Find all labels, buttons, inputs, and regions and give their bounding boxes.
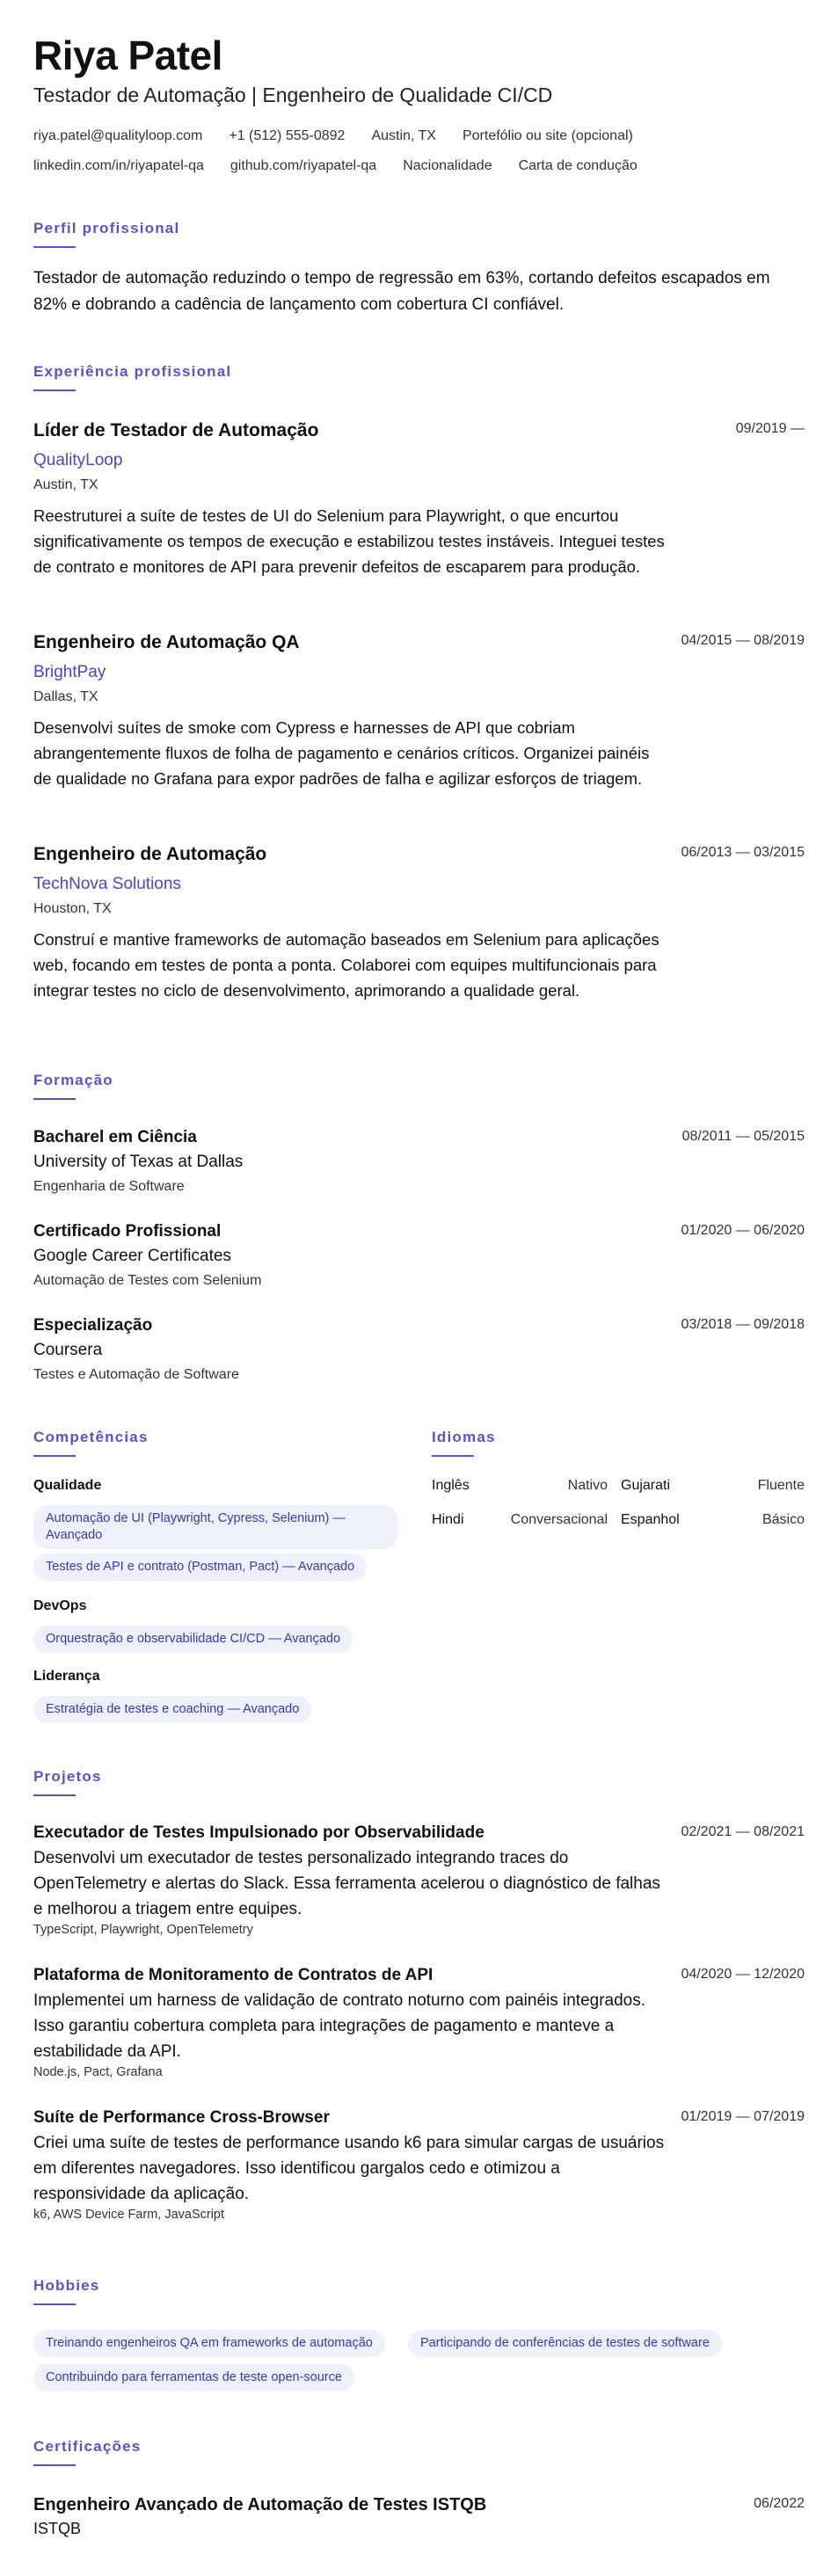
- certification-name: Engenheiro Avançado de Automação de Testes ISTQB: [33, 2495, 487, 2514]
- skill-chip: Orquestração e observabilidade CI/CD — Avançado: [33, 1626, 353, 1653]
- education-degree: Certificado Profissional: [33, 1222, 222, 1241]
- language-name: Inglês: [432, 1478, 470, 1493]
- candidate-headline: Testador de Automação | Engenheiro de Qualidade CI/CD: [33, 84, 553, 106]
- contact-nationality: Nacionalidade: [403, 158, 492, 173]
- project-tech: k6, AWS Device Farm, JavaScript: [33, 2208, 225, 2222]
- experience-description: Reestruturei a suíte de testes de UI do Selenium para Playwright, o que encurtou significativamente os tempos de execução e estabilizou testes instáveis. Integuei testes de contrato e monitores de API para prevenir defeitos de escaparem para produção.: [33, 506, 665, 576]
- contact-row-2: [33, 158, 638, 174]
- project-name: Plataforma de Monitoramento de Contratos de API: [33, 1966, 434, 1984]
- project-description: Desenvolvi um executador de testes personalizado integrando traces do OpenTelemetry e alertas do Slack. Essa ferramenta acelerou o diagnóstico de falhas e melhorou a triagem entre equipes.: [33, 1849, 660, 1918]
- hobby-chip: Contribuindo para ferramentas de teste open-source: [33, 2364, 354, 2391]
- experience-date: 06/2013 — 03/2015: [681, 845, 805, 860]
- profile-summary: Testador de automação reduzindo o tempo de regressão em 63%, cortando defeitos escapados em 82% e dobrando a cadência de lançamento com cobertura CI confiável.: [33, 269, 770, 314]
- language-name: Hindi: [432, 1512, 464, 1527]
- certifications-section-rule: [33, 2464, 76, 2466]
- contact-github[interactable]: github.com/riyapatel-qa: [230, 158, 377, 173]
- education-date: 01/2020 — 06/2020: [681, 1223, 805, 1238]
- languages-section-title: Idiomas: [432, 1429, 496, 1445]
- project-tech: Node.js, Pact, Grafana: [33, 2065, 163, 2079]
- experience-description: Desenvolvi suítes de smoke com Cypress e harnesses de API que cobriam abrangentemente fluxos de folha de pagamento e cenários críticos. Organizei painéis de qualidade no Grafana para expor padrões de falha e agilizar esforços de triagem.: [33, 718, 650, 788]
- project-name: Executador de Testes Impulsionado por Observabilidade: [33, 1823, 485, 1842]
- languages-section-rule: [432, 1455, 474, 1457]
- skill-group-name: DevOps: [33, 1598, 87, 1613]
- experience-company: BrightPay: [33, 663, 106, 681]
- certifications-section-title: Certificações: [33, 2438, 142, 2455]
- contact-driving-license: Carta de condução: [518, 158, 638, 173]
- education-date: 08/2011 — 05/2015: [681, 1129, 805, 1144]
- experience-location: Houston, TX: [33, 901, 112, 916]
- hobbies-section-title: Hobbies: [33, 2277, 100, 2294]
- education-section-title: Formação: [33, 1072, 113, 1088]
- candidate-name: Riya Patel: [33, 33, 222, 78]
- hobbies-section-rule: [33, 2303, 76, 2305]
- contact-row-1: [33, 128, 633, 144]
- skill-chip: Estratégia de testes e coaching — Avançado: [33, 1696, 311, 1723]
- hobby-chip: Participando de conferências de testes de software: [408, 2330, 722, 2357]
- education-degree: Especialização: [33, 1316, 153, 1335]
- certification-issuer: ISTQB: [33, 2520, 82, 2537]
- language-level: Fluente: [757, 1478, 805, 1493]
- project-tech: TypeScript, Playwright, OpenTelemetry: [33, 1923, 253, 1937]
- language-name: Espanhol: [621, 1512, 680, 1527]
- experience-location: Austin, TX: [33, 477, 98, 492]
- education-school: University of Texas at Dallas: [33, 1153, 244, 1171]
- education-date: 03/2018 — 09/2018: [681, 1317, 805, 1332]
- contact-portfolio[interactable]: Portefólio ou site (opcional): [462, 128, 633, 143]
- projects-section-title: Projetos: [33, 1768, 102, 1785]
- project-date: 01/2019 — 07/2019: [681, 2109, 805, 2124]
- experience-company: QualityLoop: [33, 451, 123, 469]
- contact-linkedin[interactable]: linkedin.com/in/riyapatel-qa: [33, 158, 204, 173]
- education-field: Engenharia de Software: [33, 1179, 185, 1194]
- hobby-chip: Treinando engenheiros QA em frameworks de automação: [33, 2330, 385, 2357]
- projects-section-rule: [33, 1794, 76, 1796]
- skill-chip: Testes de API e contrato (Postman, Pact) — Avançado: [33, 1554, 367, 1581]
- contact-location: Austin, TX: [371, 128, 436, 143]
- education-school: Google Career Certificates: [33, 1247, 231, 1265]
- experience-date: 09/2019 —: [735, 421, 805, 436]
- skills-section-rule: [33, 1455, 76, 1457]
- certification-date: 06/2022: [754, 2496, 805, 2511]
- skill-chip: Automação de UI (Playwright, Cypress, Selenium) — Avançado: [33, 1505, 397, 1549]
- experience-date: 04/2015 — 08/2019: [681, 633, 805, 648]
- skill-group-name: Qualidade: [33, 1478, 102, 1493]
- experience-section-rule: [33, 389, 76, 391]
- profile-section-rule: [33, 246, 76, 248]
- education-field: Automação de Testes com Selenium: [33, 1273, 262, 1288]
- project-description: Criei uma suíte de testes de performance usando k6 para simular cargas de usuários em diferentes navegadores. Isso identificou gargalos cedo e otimizou a responsividade da aplicação.: [33, 2134, 665, 2203]
- language-level: Conversacional: [510, 1512, 608, 1527]
- education-school: Coursera: [33, 1341, 103, 1359]
- contact-phone[interactable]: +1 (512) 555-0892: [229, 128, 346, 143]
- language-level: Nativo: [567, 1478, 608, 1493]
- contact-email[interactable]: riya.patel@qualityloop.com: [33, 128, 203, 143]
- education-section-rule: [33, 1098, 76, 1100]
- language-level: Básico: [761, 1512, 805, 1527]
- project-name: Suíte de Performance Cross-Browser: [33, 2108, 330, 2127]
- experience-role: Líder de Testador de Automação: [33, 420, 319, 440]
- experience-company: TechNova Solutions: [33, 875, 181, 893]
- project-date: 02/2021 — 08/2021: [681, 1824, 805, 1839]
- experience-section-title: Experiência profissional: [33, 363, 232, 380]
- project-date: 04/2020 — 12/2020: [681, 1967, 805, 1982]
- education-field: Testes e Automação de Software: [33, 1367, 239, 1382]
- experience-description: Construí e mantive frameworks de automação baseados em Selenium para aplicações web, focando em testes de ponta a ponta. Colaborei com equipes multifuncionais para integrar testes no ciclo de desenvolvimento, aprimorando a qualidade geral.: [33, 930, 659, 1000]
- skills-section-title: Competências: [33, 1429, 149, 1445]
- experience-role: Engenheiro de Automação QA: [33, 632, 300, 652]
- education-degree: Bacharel em Ciência: [33, 1128, 197, 1146]
- experience-role: Engenheiro de Automação: [33, 844, 267, 864]
- language-name: Gujarati: [621, 1478, 671, 1493]
- profile-section-title: Perfil profissional: [33, 220, 180, 236]
- experience-location: Dallas, TX: [33, 689, 98, 704]
- project-description: Implementei um harness de validação de contrato noturno com painéis integrados. Isso garantiu cobertura completa para integrações de pagamento e manteve a estabilidade da API.: [33, 1991, 646, 2061]
- skill-group-name: Liderança: [33, 1669, 100, 1684]
